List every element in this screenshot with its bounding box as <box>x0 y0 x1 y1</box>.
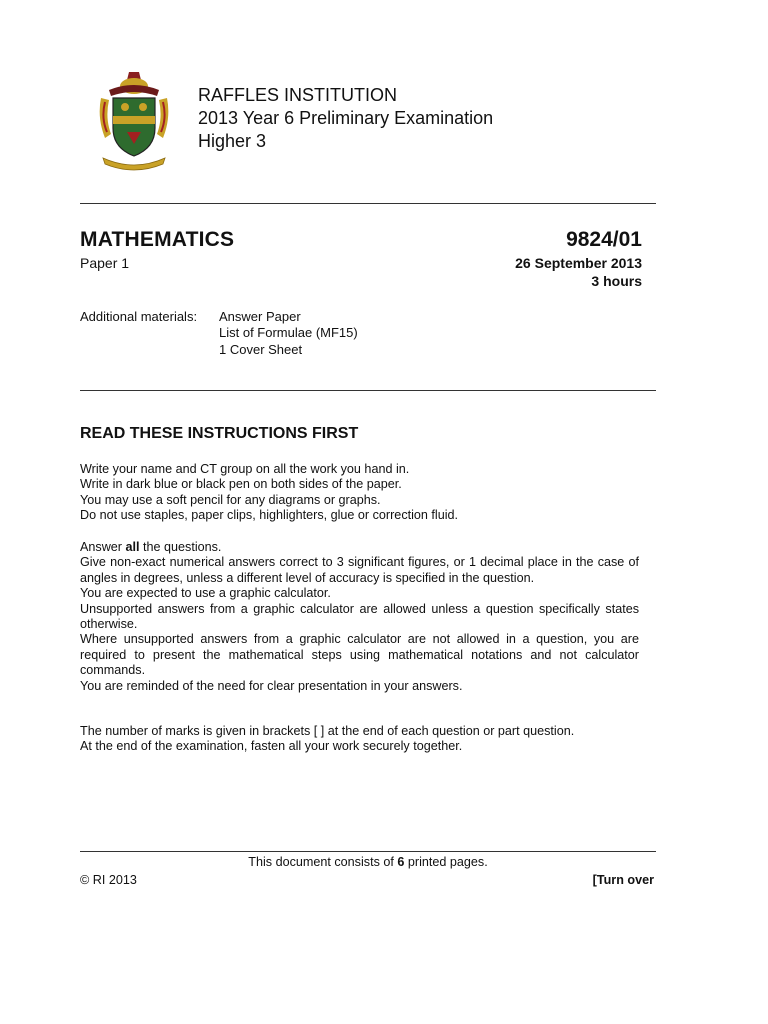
materials-label: Additional materials: <box>80 309 198 324</box>
material-item: 1 Cover Sheet <box>219 342 303 357</box>
instruction-unsupported-not-allowed: Where unsupported answers from a graphic calculator are not allowed in a question, you are required to present the mathematical steps using mathematical notations and not calculator commands. <box>80 632 639 678</box>
paper-code: 9824/01 <box>566 228 642 251</box>
paper-number: Paper 1 <box>80 255 130 271</box>
instruction-fasten: At the end of the examination, fasten all your work securely together. <box>80 739 463 754</box>
middle-divider <box>80 390 656 391</box>
answer-all-line <box>80 540 639 555</box>
instruction-line: Write your name and CT group on all the work you hand in. <box>80 462 410 476</box>
answer-prefix: Answer <box>80 540 126 554</box>
instruction-accuracy: Give non-exact numerical answers correct to 3 significant figures, or 1 decimal place in the case of angles in degrees, unless a different level of accuracy is specified in the question. <box>80 555 639 585</box>
instructions-title: READ THESE INSTRUCTIONS FIRST <box>80 425 359 442</box>
top-divider <box>80 203 656 204</box>
copyright: © RI 2013 <box>80 873 137 887</box>
exam-duration: 3 hours <box>591 273 642 289</box>
school-crest-logo <box>95 68 173 172</box>
page-count-note <box>80 855 656 869</box>
instructions-block-2 <box>80 540 639 694</box>
instruction-line: Do not use staples, paper clips, highlighters, glue or correction fluid. <box>80 508 459 523</box>
exam-title: 2013 Year 6 Preliminary Examination <box>198 108 494 128</box>
exam-level: Higher 3 <box>198 131 267 151</box>
institution-name: RAFFLES INSTITUTION <box>198 85 398 105</box>
subject-title: MATHEMATICS <box>80 228 235 251</box>
footer-divider <box>80 851 656 852</box>
answer-suffix: the questions. <box>139 540 222 554</box>
page-count: 6 <box>397 855 405 869</box>
page-count-prefix: This document consists of <box>248 855 398 869</box>
page-count-suffix: printed pages. <box>404 855 488 869</box>
exam-date: 26 September 2013 <box>515 255 642 271</box>
instruction-marks: The number of marks is given in brackets [ ] at the end of each question or part question. <box>80 724 575 738</box>
instruction-presentation: You are reminded of the need for clear presentation in your answers. <box>80 678 463 693</box>
instructions-block-1 <box>80 462 639 524</box>
instruction-line: You may use a soft pencil for any diagrams or graphs. <box>80 492 381 507</box>
instruction-unsupported-allowed: Unsupported answers from a graphic calculator are allowed unless a question specifically states otherwise. <box>80 601 639 632</box>
instruction-line: Write in dark blue or black pen on both sides of the paper. <box>80 477 402 492</box>
turn-over: [Turn over <box>592 873 654 887</box>
instruction-calculator: You are expected to use a graphic calculator. <box>80 586 331 601</box>
material-item: Answer Paper <box>219 309 301 324</box>
answer-emphasis: all <box>125 540 140 554</box>
instructions-block-3 <box>80 724 639 755</box>
material-item: List of Formulae (MF15) <box>219 325 358 340</box>
